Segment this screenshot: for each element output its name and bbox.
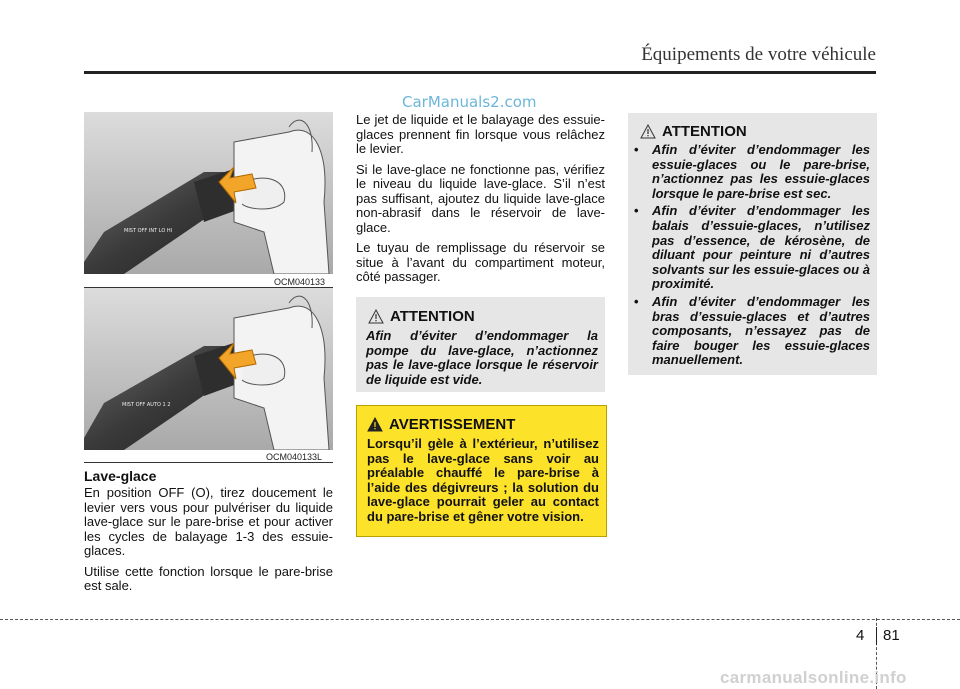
caution-box-wipers xyxy=(628,113,877,375)
site-watermark: carmanualsonline.info xyxy=(720,668,907,687)
mid-para-2: Si le lave-glace ne fonctionne pas, vérifiez le niveau du liquide lave-glace. S’il n’est pas suffisant, ajoutez du liquide lave-glace non-abrasif dans le réservoir de lave-glace. xyxy=(356,161,605,235)
caution-title: ATTENTION xyxy=(390,308,475,325)
mid-para-3: Le tuyau de remplissage du réservoir se situe à l’avant du compartiment moteur, côté passager. xyxy=(356,240,605,284)
warning-box xyxy=(356,405,607,537)
warning-title: AVERTISSEMENT xyxy=(389,416,516,433)
caution-text: Afin d’éviter d’endommager la pompe du lave-glace, n’actionnez pas le lave-glace lorsque le réservoir de liquide est vide. xyxy=(366,328,598,387)
page-number-separator xyxy=(876,627,877,645)
footer-dashed-rule xyxy=(0,619,960,620)
figure-b-image xyxy=(84,288,333,450)
caution-triangle-icon xyxy=(368,309,384,324)
header-rule xyxy=(84,71,876,74)
svg-text:MIST OFF AUTO 1 2: MIST OFF AUTO 1 2 xyxy=(122,402,171,408)
warning-text: Lorsqu’il gèle à l’extérieur, n’utilisez pas le lave-glace sans voir au préalable chauffé le pare-brise à l’aide des dégivreurs ; la solution du lave-glace pourrait geler au contact du pare-brise et gêner votre vision. xyxy=(367,436,599,524)
list-item: • Afin d’éviter d’endommager les balais d’essuie-glaces, n’utilisez pas d’essence, de kérosène, de diluant pour peinture ni d’autres solvants sur les essuie-glaces ou à proximité. xyxy=(630,204,870,292)
left-para-2: Utilise cette fonction lorsque le pare-brise est sale. xyxy=(84,563,333,593)
left-para-1: En position OFF (O), tirez doucement le levier vers vous pour pulvériser du liquide lave-glace sur le pare-brise et pour activer les cycles de balayage 1-3 des essuie-glaces. xyxy=(84,485,333,558)
figure-b-rule xyxy=(84,462,333,463)
watermark: CarManuals2.com xyxy=(402,93,537,111)
svg-text:MIST OFF INT LO HI: MIST OFF INT LO HI xyxy=(124,228,173,234)
list-item: • Afin d’éviter d’endommager les bras d’essuie-glaces et d’autres composants, n’essayez pas de faire bouger les essuie-glaces manuellement. xyxy=(630,295,870,368)
mid-para-1: Le jet de liquide et le balayage des essuie-glaces prennent fin lorsque vous relâchez le levier. xyxy=(356,112,605,156)
warning-triangle-icon xyxy=(367,417,383,432)
page-header-title: Équipements de votre véhicule xyxy=(641,44,876,65)
caution-triangle-icon xyxy=(640,124,656,139)
section-heading: Lave-glace xyxy=(84,468,157,484)
caution-list xyxy=(630,143,870,371)
left-column-text xyxy=(84,486,333,600)
caution-box-pump xyxy=(356,297,605,392)
middle-column-text xyxy=(356,113,605,291)
figure-b-code: OCM040133L xyxy=(266,452,323,462)
page-number-value: 81 xyxy=(883,627,900,644)
caution-title-right: ATTENTION xyxy=(662,123,747,140)
list-item: • Afin d’éviter d’endommager les essuie-glaces ou le pare-brise, n’actionnez pas les essuie-glaces lorsque le pare-brise est sec. xyxy=(630,143,870,201)
chapter-number: 4 xyxy=(856,627,865,644)
figure-a-code: OCM040133 xyxy=(274,277,326,287)
figure-a-image xyxy=(84,112,333,274)
